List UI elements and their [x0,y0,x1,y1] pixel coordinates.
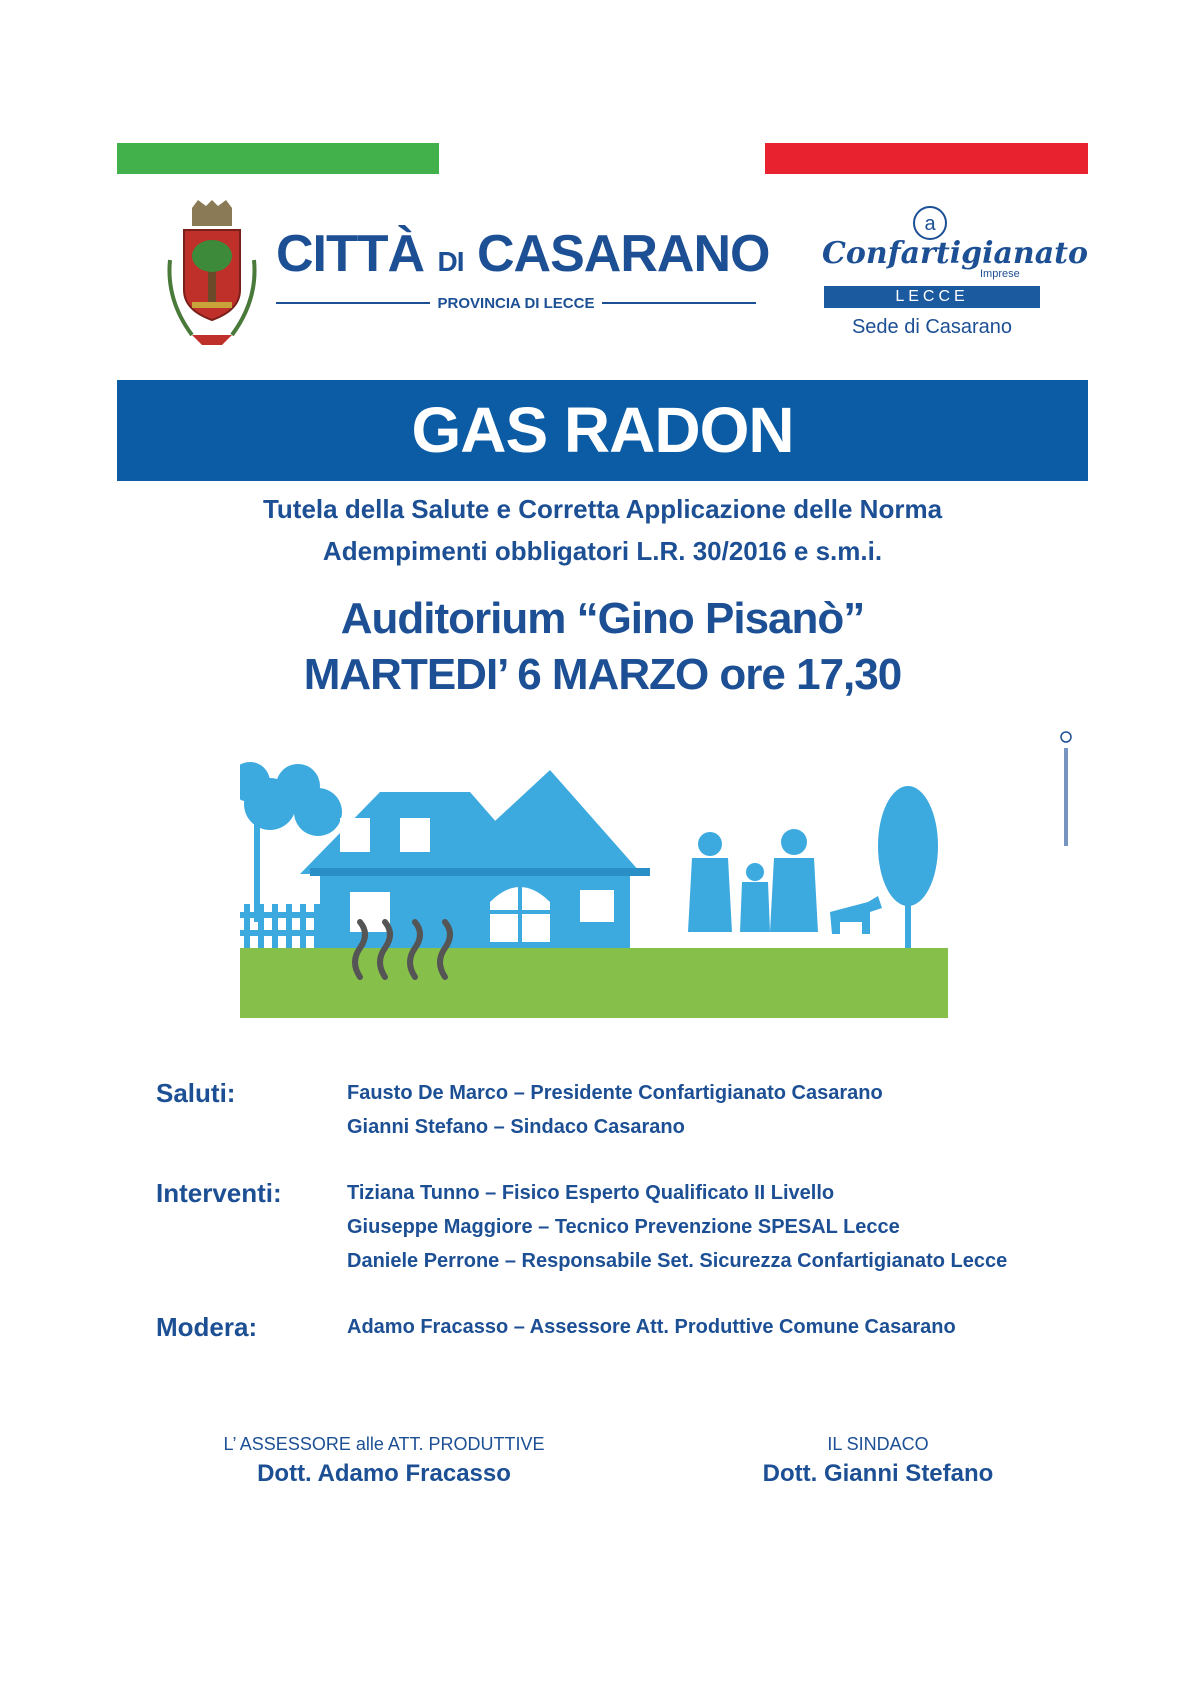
city-title: CITTÀ DI CASARANO [276,225,770,283]
event-date: MARTEDI’ 6 MARZO ore 17,30 [303,650,902,699]
signature-left-name: Dott. Adamo Fracasso [257,1460,511,1487]
side-printer-mark-icon [1059,730,1073,850]
event-venue: Auditorium “Gino Pisanò” [340,594,865,643]
svg-text:a: a [924,213,936,235]
city-crest-icon [162,200,262,350]
grass-ground [240,948,948,1018]
province-label: PROVINCIA DI LECCE [437,294,595,312]
italian-flag-red-bar [765,143,1088,174]
signature-left-role: L’ ASSESSORE alle ATT. PRODUTTIVE [223,1434,545,1454]
italian-flag-green-bar [117,143,439,174]
interventi-item-2: Giuseppe Maggiore – Tecnico Prevenzione SPESAL Lecce [347,1216,900,1238]
confartigianato-imprese: Imprese [980,268,1020,280]
confartigianato-region-bar: LECCE [824,286,1040,308]
subtitle-line-1: Tutela della Salute e Corretta Applicazione delle Norma [262,494,943,524]
confartigianato-sede: Sede di Casarano [851,316,1013,338]
saluti-label: Saluti: [156,1078,236,1108]
interventi-item-3: Daniele Perrone – Responsabile Set. Sicurezza Confartigianato Lecce [347,1250,1008,1272]
city-subtitle [276,292,756,314]
house-family-illustration [240,762,948,1018]
event-title-banner: GAS RADON [117,380,1088,481]
modera-label: Modera: [156,1312,258,1342]
interventi-item-1: Tiziana Tunno – Fisico Esperto Qualificato II Livello [347,1182,835,1204]
saluti-item-2: Gianni Stefano – Sindaco Casarano [347,1116,685,1138]
saluti-item-1: Fausto De Marco – Presidente Confartigianato Casarano [347,1082,883,1104]
interventi-label: Interventi: [156,1178,282,1208]
confartigianato-name: Confartigianato [822,236,1089,271]
modera-item-1: Adamo Fracasso – Assessore Att. Produttive Comune Casarano [347,1316,956,1338]
subtitle-line-2: Adempimenti obbligatori L.R. 30/2016 e s.m.i. [322,536,883,566]
signature-right-role: IL SINDACO [827,1434,929,1454]
signature-right-name: Dott. Gianni Stefano [762,1460,994,1487]
